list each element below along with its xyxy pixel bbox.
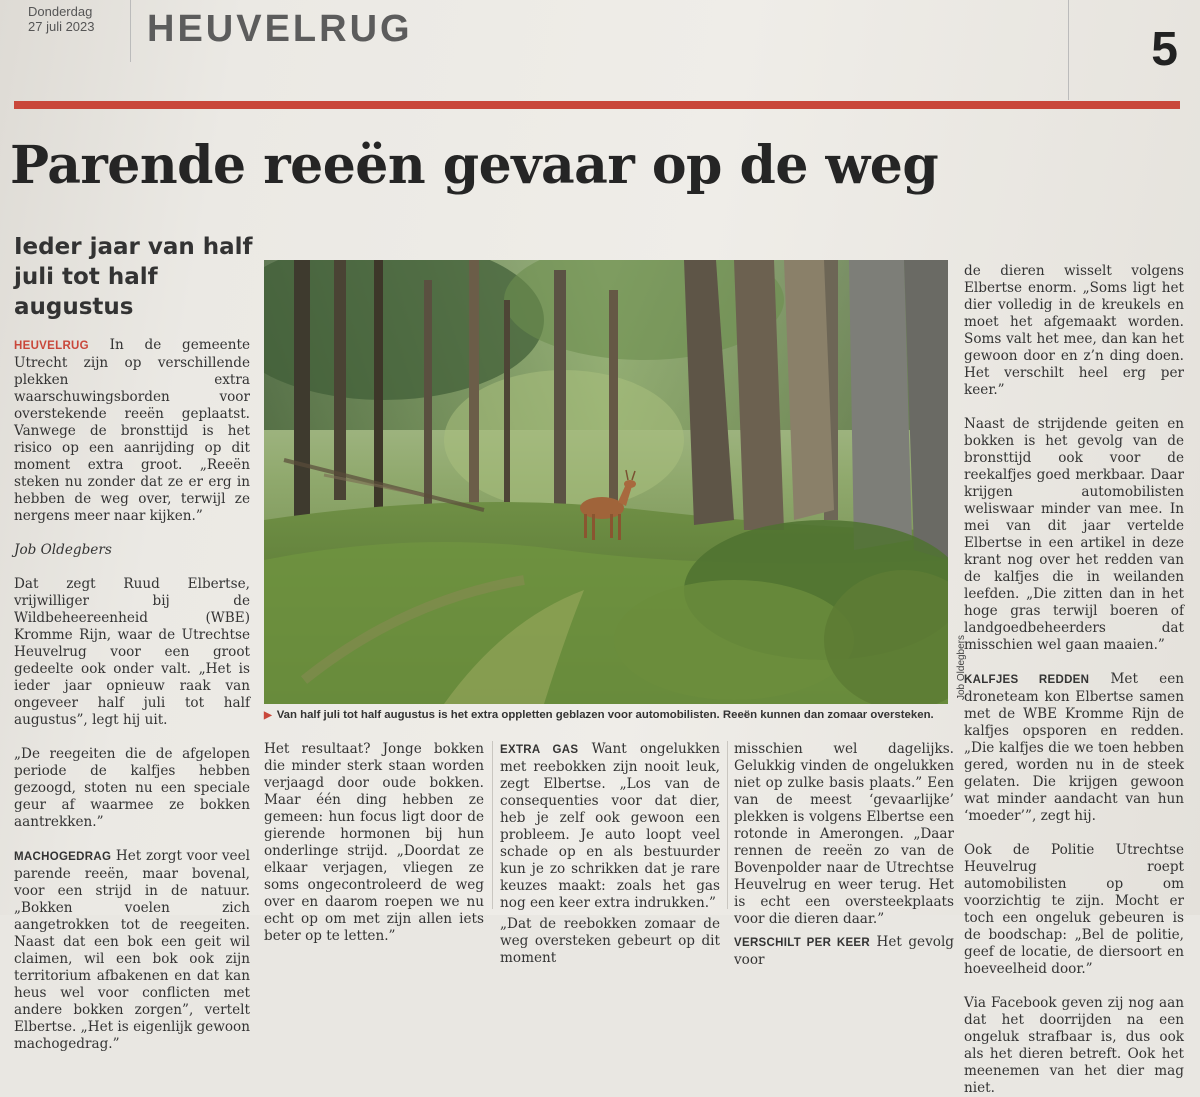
page-number: 5 xyxy=(1151,23,1178,76)
article-subhead: Ieder jaar van half juli tot half augustus xyxy=(14,234,253,320)
paragraph xyxy=(734,934,954,969)
article-column-5 xyxy=(964,263,1184,1097)
divider xyxy=(1068,0,1069,100)
intertitle: KALFJES REDDEN xyxy=(964,674,1090,686)
section-header xyxy=(130,0,1041,62)
photo-credit-text: Job Oldegbers xyxy=(956,634,968,701)
dateline: HEUVELRUG xyxy=(14,340,89,352)
paragraph xyxy=(964,671,1184,825)
paragraph-text: Het gevolg voor xyxy=(734,934,954,968)
paragraph: Het resultaat? Jonge bokken die minder sterk staan worden verjaagd door oude bokken. Maar één ding hebben ze gemeen: hun focus ligt door de gierende hormonen bij hun onderlinge strijd. „Doordat ze elkaar verjagen, vliegen ze soms ongecontroleerd de weg over en daarom roepen we nu echt op om met zijn allen iets beter op te letten.” xyxy=(264,741,484,944)
paragraph-text: In de gemeente Utrecht zijn op verschillende plekken extra waarschuwingsborden voor overstekende reeën geplaatst. Vanwege de bronsttijd is het risico op een aanrijding op dit moment extra groot. „Reeën steken nu zonder dat ze er erg in hebben de weg over, terwijl ze nergens meer naar kijken.” xyxy=(14,337,250,524)
date-text: 27 juli 2023 xyxy=(28,19,95,34)
paragraph: Naast de strijdende geiten en bokken is het gevolg van de bronsttijd ook voor de reekalfjes goed merkbaar. Daar krijgen automobilisten weliswaar minder van mee. In mei van dit jaar vertelde Elbertse in een artikel in deze krant nog over het redden van de kalfjes die in weilanden leefden. „Die zitten dan in het hoge gras terwijl boeren of landgoedbeheerders dat misschien wel gaan maaien.” xyxy=(964,416,1184,653)
paragraph xyxy=(500,741,720,912)
paragraph: Ook de Politie Utrechtse Heuvelrug roept automobilisten op om voorzichtig te zijn. Mocht er toch een ongeluk gebeuren is de boodschap: „Bel de politie, geef de locatie, de diersoort en hoeveelheid door.” xyxy=(964,842,1184,977)
paragraph: „Dat de reebokken zomaar de weg oversteken gebeurt op dit moment xyxy=(500,916,720,966)
intertitle: MACHOGEDRAG xyxy=(14,851,112,863)
column-divider xyxy=(727,741,728,909)
accent-rule xyxy=(14,101,1180,109)
paragraph: Via Facebook geven zij nog aan dat het doorrijden na een ongeluk strafbaar is, dus ook als het dieren betreft. Ook het meenemen van het dier mag niet. xyxy=(964,995,1184,1096)
article-column-2 xyxy=(264,741,484,945)
column-divider xyxy=(492,741,493,909)
paragraph: „De reegeiten die de afgelopen periode de kalfjes hebben gezoogd, stoten nu een speciale geur af waarmee ze bokken aantrekken.” xyxy=(14,746,250,830)
paragraph xyxy=(14,337,250,525)
paragraph-text: Het zorgt voor veel parende reeën, maar bovenal, voor een strijd in de natuur. „Bokken voelen zich aangetrokken tot de reegeiten. Naast dat een bok een geit wil claimen, wil een bok ook zijn territorium afbakenen en dat kan heus wel voor conflicten met andere bokken zorgen”, vertelt Elbertse. „Het is eigenlijk gewoon machogedrag.” xyxy=(14,848,250,1052)
article-column-1 xyxy=(14,337,250,1053)
photo-caption xyxy=(264,709,954,721)
intertitle: EXTRA GAS xyxy=(500,744,579,756)
paragraph-text: Met een droneteam kon Elbertse samen met de WBE Kromme Rijn de kalfjes opsporen en redden. „Die kalfjes die we toen hebben gered, worden nu in de steek gelaten. Die krijgen gewoon wat minder aandacht van hun ‘moeder’”, zegt hij. xyxy=(964,671,1184,824)
weekday: Donderdag xyxy=(28,4,93,19)
article-headline: Parende reeën gevaar op de weg xyxy=(10,135,939,196)
section-title: HEUVELRUG xyxy=(147,8,413,50)
intertitle: VERSCHILT PER KEER xyxy=(734,937,871,949)
paragraph: misschien wel dagelijks. Gelukkig vinden de ongelukken niet op zulke basis plaats.” Een van de meest ‘gevaarlijke’ plekken is volgens Elbertse een rotonde in Amerongen. „Daar rennen de reeën zo van de Bovenpolder naar de Utrechtse Heuvelrug en weer terug. Het is echt een oversteekplaats voor die dieren daar.” xyxy=(734,741,954,927)
paragraph: Dat zegt Ruud Elbertse, vrijwilliger bij de Wildbeheereenheid (WBE) Kromme Rijn, waar de Utrechtse Heuvelrug voor een groot gedeelte ook onder valt. „Het is ieder jaar opnieuw raak van ongeveer half juli tot half augustus”, legt hij uit. xyxy=(14,576,250,728)
publication-date xyxy=(28,4,95,34)
forest-deer-image xyxy=(264,260,948,704)
caption-text: Van half juli tot half augustus is het extra oppletten geblazen voor automobilisten. Reeën kunnen dan zomaar oversteken. xyxy=(276,709,934,721)
paragraph-text: Want ongelukken met reebokken zijn nooit leuk, zegt Elbertse. „Los van de consequenties voor dat dier, heb je zelf ook gewoon een probleem. Je auto loopt veel schade op en als bestuurder kun je zo schrikken dat je rare keuzes maakt: zoals het gas nog een keer extra indrukken.” xyxy=(500,741,720,911)
byline: Job Oldegbers xyxy=(14,542,112,558)
article-column-4 xyxy=(734,741,954,969)
paragraph xyxy=(14,848,250,1053)
article-photo xyxy=(264,260,948,704)
caption-marker-icon: ▶ xyxy=(264,710,272,721)
paragraph: de dieren wisselt volgens Elbertse enorm. „Soms ligt het dier volledig in de kreukels en moet het afgemaakt worden. Soms valt het mee, dan kan het gewoon door en z’n ding doen. Het verschilt heel erg per keer.” xyxy=(964,263,1184,398)
article-column-3 xyxy=(500,741,720,967)
